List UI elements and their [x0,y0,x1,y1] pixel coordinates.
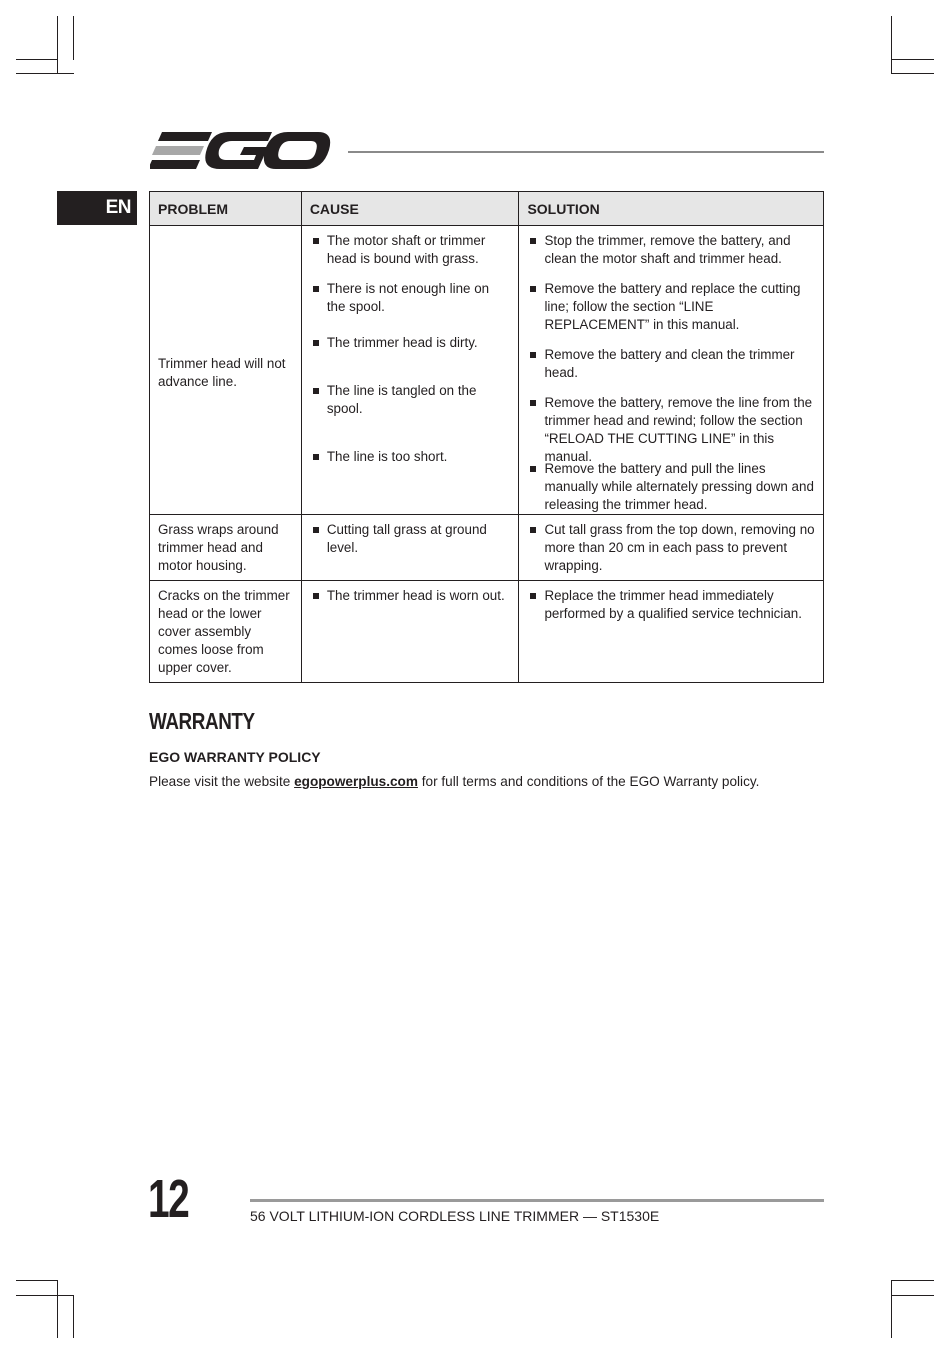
crop-mark [892,1295,934,1296]
column-header-solution: SOLUTION [519,192,824,226]
solution-item: Cut tall grass from the top down, removing no more than 20 cm in each pass to prevent wrapping. [527,521,815,575]
table-row [150,515,824,581]
solution-item: Remove the battery and clean the trimmer head. [527,346,815,394]
cause-cell [301,226,519,515]
crop-mark [891,16,892,74]
cause-item: The trimmer head is worn out. [310,587,511,605]
crop-mark [892,1280,934,1281]
column-header-cause: CAUSE [301,192,519,226]
crop-mark [57,16,58,74]
cause-item: The line is too short. [310,448,511,502]
column-header-problem: PROBLEM [150,192,302,226]
table-header-row [150,192,824,226]
footer-rule [250,1199,824,1202]
solution-cell [519,581,824,683]
solution-item: Stop the trimmer, remove the battery, and clean the motor shaft and trimmer head. [527,232,815,280]
solution-item: Remove the battery and replace the cutting line; follow the section “LINE REPLACEMENT” in this manual. [527,280,815,346]
crop-mark [73,16,74,60]
problem-cell [150,226,302,515]
crop-mark [892,59,934,60]
crop-mark [73,1295,74,1338]
website-link[interactable]: egopowerplus.com [294,774,418,789]
policy-text-after: for full terms and conditions of the EGO Warranty policy. [417,774,760,789]
crop-mark [57,1280,58,1338]
cause-item: The trimmer head is dirty. [310,334,511,382]
solution-cell [519,515,824,581]
cause-item: Cutting tall grass at ground level. [310,521,511,557]
section-title-warranty: WARRANTY [149,708,255,734]
troubleshooting-table [149,191,824,683]
crop-mark [892,73,934,74]
ego-logo [150,130,332,172]
crop-mark [16,1280,58,1281]
solution-item: Remove the battery, remove the line from the trimmer head and rewind; follow the section “RELOAD THE CUTTING LINE” in this manual. [527,394,815,460]
cause-cell [301,581,519,683]
table-row [150,226,824,515]
crop-mark [891,1280,892,1338]
policy-text-before: Please visit the website [149,774,295,789]
page-number: 12 [148,1169,189,1229]
crop-mark [16,73,74,74]
policy-heading: EGO WARRANTY POLICY [149,749,321,765]
header-rule [348,151,824,153]
solution-item: Remove the battery and pull the lines manually while alternately pressing down and releasing the trimmer head. [527,460,815,514]
solution-item: Replace the trimmer head immediately performed by a qualified service technician. [527,587,815,623]
crop-mark [16,59,58,60]
table-row [150,581,824,683]
problem-cell: Cracks on the trimmer head or the lower cover assembly comes loose from upper cover. [150,581,302,683]
solution-cell [519,226,824,515]
cause-cell [301,515,519,581]
crop-mark [16,1295,74,1296]
problem-text: Trimmer head will not advance line. [158,356,286,389]
problem-cell: Grass wraps around trimmer head and motor housing. [150,515,302,581]
cause-item: There is not enough line on the spool. [310,280,511,334]
language-tab: EN [57,191,137,225]
policy-text [149,774,759,789]
cause-item: The line is tangled on the spool. [310,382,511,448]
footer-product-line: 56 VOLT LITHIUM-ION CORDLESS LINE TRIMMER — ST1530E [250,1208,660,1224]
cause-item: The motor shaft or trimmer head is bound with grass. [310,232,511,280]
